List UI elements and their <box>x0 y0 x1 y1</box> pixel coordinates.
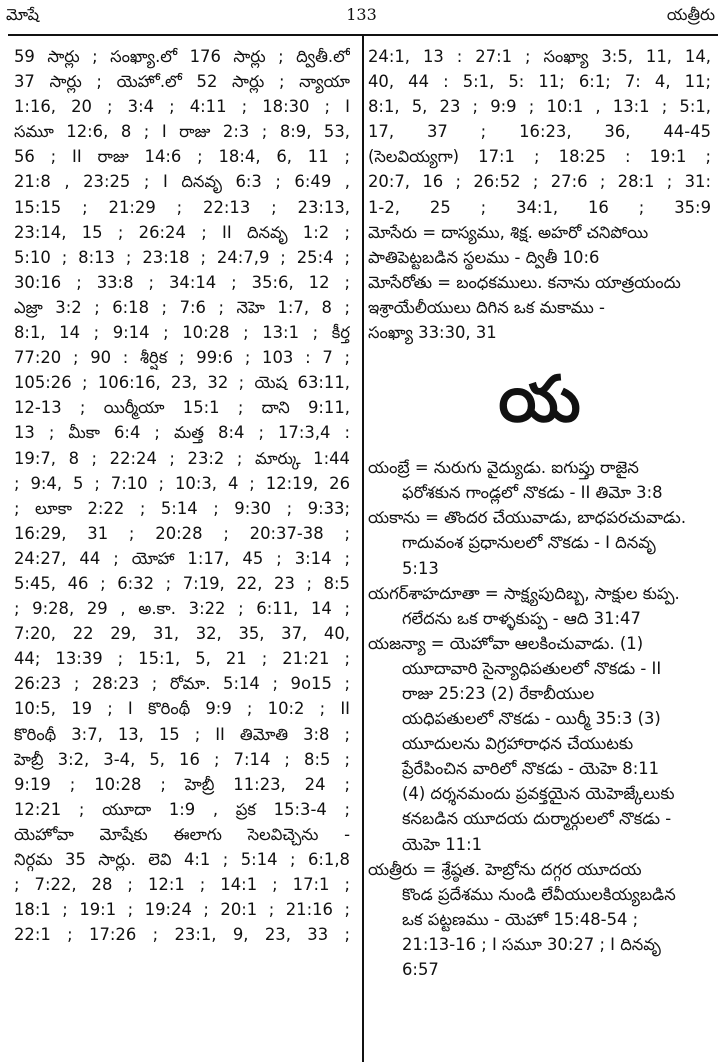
entry-continuation-line: 21:13-16 ; I సమూ 30:27 ; I దినవృ <box>402 934 661 954</box>
text-line: 16:29, 31 ; 20:28 ; 20:37-38 ; <box>14 523 350 543</box>
entry-continuation-line: కొండ ప్రదేశము నుండి లేవీయులకియ్యబడిన <box>402 884 676 904</box>
text-line: 13 ; మీకా 6:4 ; మత్త 8:4 ; 17:3,4 : <box>14 423 350 443</box>
entry-continuation-line: (4) దర్శనమందు ప్రవక్తయైన యెహెజ్కేలుకు <box>402 784 675 804</box>
text-line: 15:15 ; 21:29 ; 22:13 ; 23:13, <box>14 197 350 217</box>
text-line: (సెలవియ్యగా) 17:1 ; 18:25 : 19:1 ; <box>368 147 711 167</box>
section-letter-heading: య <box>498 363 581 438</box>
text-line: నిర్గమ 35 సార్లు. లెవి 4:1 ; 5:14 ; 6:1,8 <box>14 850 350 869</box>
text-line: 8:1, 5, 23 ; 9:9 ; 10:1 , 13:1 ; 5:1, <box>368 97 711 117</box>
entry-continuation-line: యూదావారి సైన్యాధిపతులలో నొకడు - II <box>402 658 662 678</box>
entry-continuation-line: గలేదను ఒక రాళ్ళకుప్ప - ఆది 31:47 <box>402 608 641 628</box>
text-line: ఎజ్రా 3:2 ; 6:18 ; 7:6 ; నెహె 1:7, 8 ; <box>14 297 350 317</box>
entry-headword-line: సంఖ్యా 33:30, 31 <box>368 323 497 343</box>
text-line: ; లూకా 2:22 ; 5:14 ; 9:30 ; 9:33; <box>14 498 350 518</box>
text-line: 22:1 ; 17:26 ; 23:1, 9, 23, 33 ; <box>14 925 350 945</box>
page-number: 133 <box>346 5 377 24</box>
text-line: 9:19 ; 10:28 ; హెబ్రీ 11:23, 24 ; <box>14 774 350 794</box>
entry-continuation-line: ప్రేరేపించిన వారిలో నొకడు - యెహె 8:11 <box>402 759 660 779</box>
page-header <box>0 0 723 34</box>
text-line: 18:1 ; 19:1 ; 19:24 ; 20:1 ; 21:16 ; <box>14 900 350 920</box>
entry-continuation-line: 5:13 <box>402 558 439 578</box>
right-column-entries-ma <box>368 220 711 345</box>
text-line: 59 సార్లు ; సంఖ్యా.లో 176 సార్లు ; ద్వితీ.లో <box>14 47 350 66</box>
text-line: 21:8 , 23:25 ; I దినవృ 6:3 ; 6:49 , <box>14 172 350 192</box>
right-column <box>368 44 711 982</box>
text-line: ; 9:4, 5 ; 7:10 ; 10:3, 4 ; 12:19, 26 <box>14 473 350 493</box>
entry-continuation-line: యూదులను విగ్రహారాధన చేయుటకు <box>402 734 634 754</box>
entry-continuation-line: 6:57 <box>402 960 439 979</box>
text-line: 40, 44 : 5:1, 5: 11; 6:1; 7: 4, 11; <box>368 72 711 92</box>
text-line: 44; 13:39 ; 15:1, 5, 21 ; 21:21 ; <box>14 649 350 669</box>
text-line: 8:1, 14 ; 9:14 ; 10:28 ; 13:1 ; కీర్త <box>14 323 350 343</box>
entry-continuation-line: ఒక పట్టణము - యెహో 15:48-54 ; <box>402 909 639 929</box>
text-line: 20:7, 16 ; 26:52 ; 27:6 ; 28:1 ; 31: <box>368 172 711 192</box>
entry-headword-line: పాతిపెట్టబడిన స్థలము - ద్వితీ 10:6 <box>368 247 600 267</box>
text-line: 19:7, 8 ; 22:24 ; 23:2 ; మార్కు 1:44 <box>14 448 350 468</box>
entry-continuation-line: యధిపతులలో నొకడు - యిర్మీ 35:3 (3) <box>402 709 661 729</box>
entry-continuation-line: కనబడిన యూదయ దుర్మార్గులలో నొకడు - <box>402 809 672 829</box>
right-column-entries-ya <box>368 455 711 982</box>
text-line: సమూ 12:6, 8 ; I రాజు 2:3 ; 8:9, 53, <box>14 122 350 142</box>
text-line: 12-13 ; యిర్మీయా 15:1 ; దాని 9:11, <box>14 398 350 418</box>
text-line: 77:20 ; 90 : శీర్షిక ; 99:6 ; 103 : 7 ; <box>14 348 350 368</box>
entry-headword-line: ఇశ్రాయేలీయులు దిగిన ఒక మకాము - <box>368 297 605 317</box>
text-line: హెబ్రీ 3:2, 3-4, 5, 16 ; 7:14 ; 8:5 ; <box>14 749 350 769</box>
text-line: 56 ; II రాజు 14:6 ; 18:4, 6, 11 ; <box>14 147 350 167</box>
text-line: 37 సార్లు ; యెహో.లో 52 సార్లు ; న్యాయా <box>14 72 350 92</box>
entry-headword-line: యకాను = తొందర చేయువాడు, బాధపరచువాడు. <box>368 508 687 528</box>
text-line: ; 7:22, 28 ; 12:1 ; 14:1 ; 17:1 ; <box>14 875 350 895</box>
column-divider <box>362 36 364 1062</box>
text-line: 5:45, 46 ; 6:32 ; 7:19, 22, 23 ; 8:5 <box>14 573 350 593</box>
entry-headword-line: యగర్‌శాహదూతా = సాక్ష్యపుదిబ్బ, సాక్షుల కుప్ప. <box>368 583 680 603</box>
text-line: 10:5, 19 ; I కొరింథీ 9:9 ; 10:2 ; II <box>14 699 350 719</box>
text-line: కొరింథీ 3:7, 13, 15 ; II తిమోతి 3:8 ; <box>14 724 350 744</box>
entry-headword-line: మోసేరోతు = బంధకములు. కనాను యాత్రయందు <box>368 272 681 292</box>
header-right-guide-word: యత్రీరు <box>666 5 715 24</box>
text-line: యెహోవా మోషేకు ఈలాగు సెలవిచ్చెను - <box>14 824 350 844</box>
entry-continuation-line: ఫరోశకున గాండ్లలో నొకడు - II తిమో 3:8 <box>402 483 663 503</box>
entry-continuation-line: గాదువంశ ప్రధానులలో నొకడు - I దినవృ <box>402 533 656 553</box>
entry-continuation-line: రాజు 25:23 (2) రేకాబీయుల <box>402 683 595 703</box>
entry-continuation-line: యెహె 11:1 <box>402 834 483 854</box>
text-line: 7:20, 22 29, 31, 32, 35, 37, 40, <box>14 624 350 644</box>
entry-headword-line: యజన్యా = యెహోవా ఆలకించువాడు. (1) <box>368 633 644 653</box>
entry-headword-line: యంబ్రే = నురుగు వైద్యుడు. ఐగుప్తు రాజైన <box>368 458 639 478</box>
entry-headword-line: మోసేరు = దాస్యము, శిక్ష. అహరో చనిపోయి <box>368 222 649 242</box>
text-line: 12:21 ; యూదా 1:9 , ప్రక 15:3-4 ; <box>14 799 350 819</box>
right-column-continuation <box>368 44 711 220</box>
entry-headword-line: యత్రీరు = శ్రేష్ఠత. హెబ్రోను దగ్గర యూదయ <box>368 859 642 879</box>
text-line: 1:16, 20 ; 3:4 ; 4:11 ; 18:30 ; I <box>14 97 350 117</box>
left-column <box>14 44 350 947</box>
text-line: 105:26 ; 106:16, 23, 32 ; యెష 63:11, <box>14 373 350 393</box>
text-line: 5:10 ; 8:13 ; 23:18 ; 24:7,9 ; 25:4 ; <box>14 247 350 267</box>
text-line: ; 9:28, 29 , అ.కా. 3:22 ; 6:11, 14 ; <box>14 599 350 619</box>
header-left-guide-word: మోషే <box>6 5 40 24</box>
text-line: 30:16 ; 33:8 ; 34:14 ; 35:6, 12 ; <box>14 272 350 292</box>
text-line: 24:27, 44 ; యోహా 1:17, 45 ; 3:14 ; <box>14 548 350 568</box>
text-line: 24:1, 13 : 27:1 ; సంఖ్యా 3:5, 11, 14, <box>368 47 711 66</box>
text-line: 23:14, 15 ; 26:24 ; II దినవృ 1:2 ; <box>14 222 350 242</box>
text-line: 26:23 ; 28:23 ; రోమా. 5:14 ; 9o15 ; <box>14 674 350 694</box>
text-line: 17, 37 ; 16:23, 36, 44-45 <box>368 122 711 142</box>
text-line: 1-2, 25 ; 34:1, 16 ; 35:9 <box>368 197 711 217</box>
